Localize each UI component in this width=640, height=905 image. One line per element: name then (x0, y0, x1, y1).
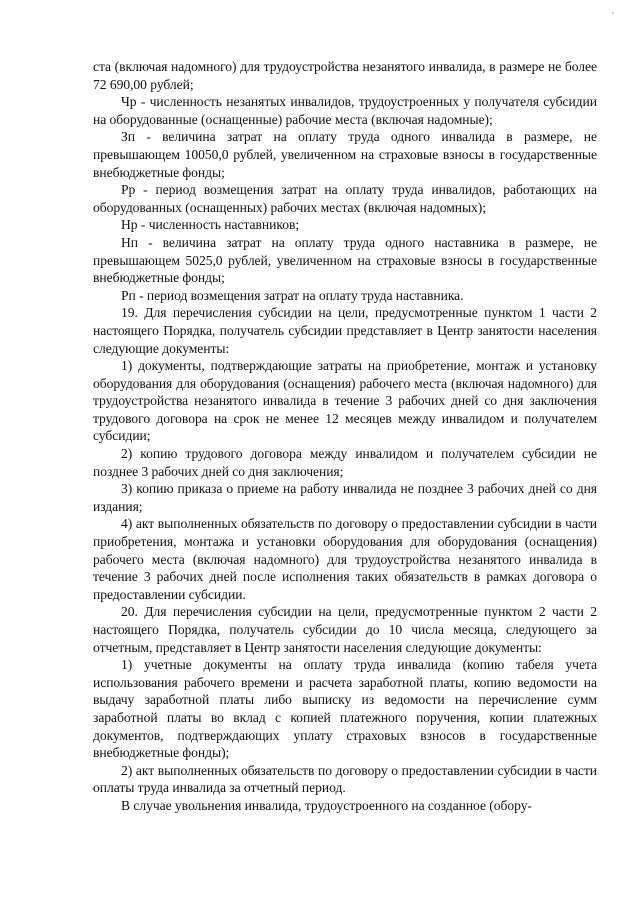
paragraph: Рп - период возмещения затрат на оплату труда наставника. (121, 287, 464, 303)
paragraph: В случае увольнения инвалида, трудоустроенного на созданное (обору- (121, 797, 532, 813)
paragraph: 1) документы, подтверждающие затраты на приобретение, монтаж и установку оборудования для оборудования (оснащения) рабочего места (включая надомного) для трудоустройства незанятого инвалида в течение 3 рабочих дней со дня заключения трудового договора на срок не менее 12 месяцев между инвалидом и получателем субсидии; (93, 358, 597, 444)
paragraph: Зп - величина затрат на оплату труда одного инвалида в размере, не превышающем 10050,0 рублей, увеличенном на страховые взносы в государственные внебюджетные фонды; (93, 129, 597, 180)
scan-speck (612, 12, 614, 14)
paragraph: 2) копию трудового договора между инвалидом и получателем субсидии не позднее 3 рабочих дней со дня заключения; (93, 446, 597, 479)
document-body (93, 58, 597, 815)
paragraph: Нп - величина затрат на оплату труда одного наставника в размере, не превышающем 5025,0 рублей, увеличенном на страховые взносы в государственные внебюджетные фонды; (93, 234, 597, 286)
paragraph: 3) копию приказа о приеме на работу инвалида не позднее 3 рабочих дней со дня издания; (93, 481, 597, 514)
paragraph: Чр - численность незанятых инвалидов, трудоустроенных у получателя субсидии на оборудованные (оснащенные) рабочие места (включая надомные); (93, 94, 597, 127)
paragraph: Нр - численность наставников; (121, 217, 300, 233)
paragraph: ста (включая надомного) для трудоустройства незанятого инвалида, в размере не более 72 690,00 рублей; (93, 59, 597, 92)
paragraph: 1) учетные документы на оплату труда инвалида (копию табеля учета использования рабочего времени и расчета заработной платы, копию ведомости на выдачу заработной платы либо выписку из ведомости на перечисление сумм заработной платы во вклад с копией платежного поручения, копии платежных документов, подтверждающих уплату страховых взносов в государственные внебюджетные фонды); (93, 657, 597, 761)
paragraph: Рр - период возмещения затрат на оплату труда инвалидов, работающих на оборудованных (оснащенных) рабочих местах (включая надомных); (93, 182, 597, 215)
paragraph: 4) акт выполненных обязательств по договору о предоставлении субсидии в части приобретения, монтажа и установки оборудования для оборудования (оснащения) рабочего места (включая надомного) для трудоустройства незанятого инвалида в течение 3 рабочих дней после исполнения таких обязательств в рамках договора о предоставлении субсидии. (93, 516, 597, 602)
paragraph: 19. Для перечисления субсидии на цели, предусмотренные пунктом 1 части 2 настоящего Порядка, получатель субсидии представляет в Центр занятости населения следующие документы: (93, 305, 597, 356)
paragraph: 20. Для перечисления субсидии на цели, предусмотренные пунктом 2 части 2 настоящего Порядка, получатель субсидии до 10 числа месяца, следующего за отчетным, представляет в Центр занятости населения следующие документы: (93, 604, 597, 655)
paragraph: 2) акт выполненных обязательств по договору о предоставлении субсидии в части оплаты труда инвалида за отчетный период. (93, 762, 597, 796)
